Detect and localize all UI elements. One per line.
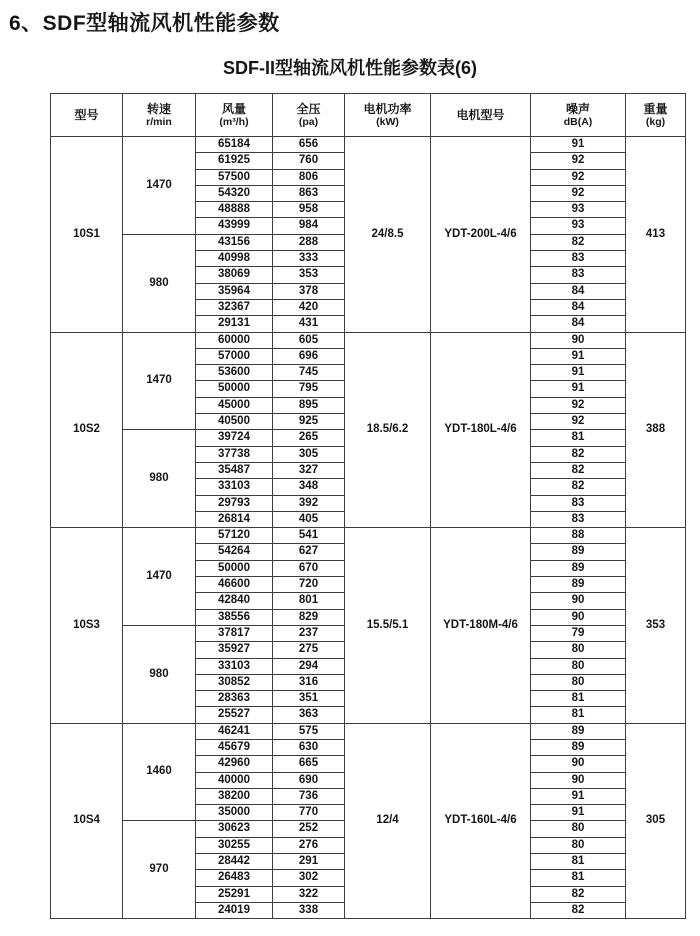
- cell-speed: 1460: [123, 723, 196, 821]
- cell-flow: 38556: [196, 609, 273, 625]
- cell-model: 10S2: [51, 332, 123, 528]
- cell-noise: 80: [531, 642, 626, 658]
- cell-flow: 42960: [196, 756, 273, 772]
- col-header-flow: [196, 94, 273, 137]
- cell-model: 10S1: [51, 137, 123, 333]
- cell-noise: 82: [531, 234, 626, 250]
- table-row: [51, 528, 686, 544]
- cell-pressure: 316: [273, 674, 345, 690]
- cell-noise: 82: [531, 902, 626, 918]
- cell-motor-model: YDT-180M-4/6: [431, 528, 531, 724]
- cell-flow: 40500: [196, 414, 273, 430]
- cell-flow: 57000: [196, 348, 273, 364]
- cell-pressure: 405: [273, 511, 345, 527]
- table-header: [51, 94, 686, 137]
- cell-noise: 92: [531, 185, 626, 201]
- cell-flow: 35927: [196, 642, 273, 658]
- cell-speed: 1470: [123, 332, 196, 430]
- cell-flow: 39724: [196, 430, 273, 446]
- cell-noise: 89: [531, 544, 626, 560]
- cell-noise: 89: [531, 560, 626, 576]
- cell-pressure: 338: [273, 902, 345, 918]
- cell-pressure: 378: [273, 283, 345, 299]
- col-header-label: 风量: [221, 101, 246, 116]
- col-header-label: 电机型号: [456, 107, 505, 122]
- cell-flow: 57120: [196, 528, 273, 544]
- cell-flow: 35487: [196, 462, 273, 478]
- col-header-label: 型号: [74, 107, 99, 122]
- cell-noise: 88: [531, 528, 626, 544]
- col-header-unit: dB(A): [563, 115, 593, 128]
- cell-noise: 91: [531, 137, 626, 153]
- cell-pressure: 696: [273, 348, 345, 364]
- cell-noise: 82: [531, 462, 626, 478]
- cell-flow: 29131: [196, 316, 273, 332]
- cell-noise: 90: [531, 332, 626, 348]
- cell-flow: 61925: [196, 153, 273, 169]
- cell-flow: 38069: [196, 267, 273, 283]
- cell-pressure: 541: [273, 528, 345, 544]
- cell-pressure: 958: [273, 202, 345, 218]
- cell-flow: 26814: [196, 511, 273, 527]
- cell-model: 10S4: [51, 723, 123, 919]
- cell-noise: 82: [531, 446, 626, 462]
- cell-noise: 89: [531, 577, 626, 593]
- cell-pressure: 294: [273, 658, 345, 674]
- params-table: [50, 93, 686, 919]
- col-header-speed: [123, 94, 196, 137]
- cell-pressure: 895: [273, 397, 345, 413]
- cell-noise: 80: [531, 837, 626, 853]
- cell-pressure: 265: [273, 430, 345, 446]
- cell-noise: 91: [531, 788, 626, 804]
- cell-noise: 92: [531, 414, 626, 430]
- cell-noise: 83: [531, 495, 626, 511]
- cell-flow: 48888: [196, 202, 273, 218]
- cell-flow: 37817: [196, 625, 273, 641]
- cell-flow: 32367: [196, 299, 273, 315]
- cell-flow: 54320: [196, 185, 273, 201]
- cell-pressure: 351: [273, 691, 345, 707]
- cell-noise: 80: [531, 674, 626, 690]
- cell-weight: 353: [626, 528, 686, 724]
- col-header-noise: [531, 94, 626, 137]
- cell-weight: 413: [626, 137, 686, 333]
- col-header-model: [51, 94, 123, 137]
- cell-pressure: 720: [273, 577, 345, 593]
- cell-pressure: 333: [273, 251, 345, 267]
- col-header-motor-model: [431, 94, 531, 137]
- cell-pressure: 575: [273, 723, 345, 739]
- col-header-label: 电机功率: [363, 101, 412, 116]
- cell-noise: 80: [531, 821, 626, 837]
- cell-flow: 33103: [196, 658, 273, 674]
- cell-pressure: 420: [273, 299, 345, 315]
- col-header-label: 全压: [296, 101, 321, 116]
- cell-speed: 980: [123, 430, 196, 528]
- cell-flow: 57500: [196, 169, 273, 185]
- cell-noise: 81: [531, 430, 626, 446]
- cell-noise: 90: [531, 609, 626, 625]
- cell-flow: 40000: [196, 772, 273, 788]
- document-page: [0, 7, 700, 919]
- col-header-power: [345, 94, 431, 137]
- col-header-unit: (pa): [298, 115, 319, 128]
- cell-noise: 81: [531, 870, 626, 886]
- cell-noise: 91: [531, 805, 626, 821]
- page-title: 6、SDF型轴流风机性能参数: [9, 12, 280, 35]
- cell-pressure: 353: [273, 267, 345, 283]
- cell-pressure: 291: [273, 854, 345, 870]
- cell-flow: 30255: [196, 837, 273, 853]
- cell-flow: 46600: [196, 577, 273, 593]
- cell-noise: 90: [531, 772, 626, 788]
- cell-weight: 388: [626, 332, 686, 528]
- cell-speed: 1470: [123, 528, 196, 626]
- cell-flow: 43156: [196, 234, 273, 250]
- cell-noise: 91: [531, 348, 626, 364]
- cell-pressure: 363: [273, 707, 345, 723]
- table-row: [51, 332, 686, 348]
- cell-flow: 46241: [196, 723, 273, 739]
- cell-noise: 90: [531, 756, 626, 772]
- cell-pressure: 656: [273, 137, 345, 153]
- cell-pressure: 770: [273, 805, 345, 821]
- table-subtitle: SDF-II型轴流风机性能参数表(6): [223, 58, 477, 78]
- cell-pressure: 665: [273, 756, 345, 772]
- col-header-label: 转速: [146, 101, 171, 116]
- cell-flow: 45679: [196, 739, 273, 755]
- cell-flow: 26483: [196, 870, 273, 886]
- cell-noise: 81: [531, 854, 626, 870]
- cell-noise: 83: [531, 511, 626, 527]
- cell-noise: 82: [531, 886, 626, 902]
- cell-pressure: 736: [273, 788, 345, 804]
- cell-pressure: 925: [273, 414, 345, 430]
- cell-power: 18.5/6.2: [345, 332, 431, 528]
- cell-noise: 83: [531, 267, 626, 283]
- cell-motor-model: YDT-200L-4/6: [431, 137, 531, 333]
- cell-noise: 93: [531, 202, 626, 218]
- cell-pressure: 431: [273, 316, 345, 332]
- cell-noise: 84: [531, 283, 626, 299]
- cell-flow: 54264: [196, 544, 273, 560]
- cell-pressure: 760: [273, 153, 345, 169]
- cell-flow: 33103: [196, 479, 273, 495]
- cell-noise: 91: [531, 365, 626, 381]
- cell-pressure: 348: [273, 479, 345, 495]
- table-row: [51, 137, 686, 153]
- cell-flow: 45000: [196, 397, 273, 413]
- col-header-label: 重量: [643, 101, 668, 116]
- col-header-label: 噪声: [565, 101, 590, 116]
- col-header-unit: (kW): [376, 115, 399, 128]
- cell-flow: 43999: [196, 218, 273, 234]
- cell-pressure: 630: [273, 739, 345, 755]
- cell-noise: 93: [531, 218, 626, 234]
- cell-weight: 305: [626, 723, 686, 919]
- cell-noise: 89: [531, 739, 626, 755]
- cell-pressure: 627: [273, 544, 345, 560]
- table-body: [51, 137, 686, 919]
- cell-motor-model: YDT-160L-4/6: [431, 723, 531, 919]
- cell-noise: 84: [531, 316, 626, 332]
- cell-noise: 80: [531, 658, 626, 674]
- cell-pressure: 305: [273, 446, 345, 462]
- cell-pressure: 863: [273, 185, 345, 201]
- cell-noise: 89: [531, 723, 626, 739]
- cell-flow: 28363: [196, 691, 273, 707]
- cell-power: 15.5/5.1: [345, 528, 431, 724]
- cell-noise: 79: [531, 625, 626, 641]
- cell-noise: 81: [531, 691, 626, 707]
- cell-pressure: 829: [273, 609, 345, 625]
- cell-flow: 28442: [196, 854, 273, 870]
- cell-pressure: 322: [273, 886, 345, 902]
- cell-flow: 40998: [196, 251, 273, 267]
- cell-flow: 38200: [196, 788, 273, 804]
- cell-flow: 24019: [196, 902, 273, 918]
- cell-flow: 29793: [196, 495, 273, 511]
- cell-noise: 91: [531, 381, 626, 397]
- cell-pressure: 275: [273, 642, 345, 658]
- cell-pressure: 392: [273, 495, 345, 511]
- col-header-unit: r/min: [146, 115, 172, 128]
- cell-flow: 50000: [196, 560, 273, 576]
- cell-flow: 30852: [196, 674, 273, 690]
- cell-noise: 81: [531, 707, 626, 723]
- cell-pressure: 745: [273, 365, 345, 381]
- cell-pressure: 670: [273, 560, 345, 576]
- cell-pressure: 806: [273, 169, 345, 185]
- cell-noise: 90: [531, 593, 626, 609]
- cell-flow: 50000: [196, 381, 273, 397]
- cell-noise: 82: [531, 479, 626, 495]
- cell-flow: 65184: [196, 137, 273, 153]
- table-row: [51, 723, 686, 739]
- cell-pressure: 252: [273, 821, 345, 837]
- cell-flow: 42840: [196, 593, 273, 609]
- cell-model: 10S3: [51, 528, 123, 724]
- cell-flow: 37738: [196, 446, 273, 462]
- cell-flow: 60000: [196, 332, 273, 348]
- cell-power: 24/8.5: [345, 137, 431, 333]
- cell-flow: 35000: [196, 805, 273, 821]
- cell-speed: 980: [123, 234, 196, 332]
- cell-flow: 25527: [196, 707, 273, 723]
- cell-pressure: 276: [273, 837, 345, 853]
- cell-flow: 30623: [196, 821, 273, 837]
- cell-pressure: 237: [273, 625, 345, 641]
- cell-pressure: 795: [273, 381, 345, 397]
- cell-noise: 92: [531, 153, 626, 169]
- cell-power: 12/4: [345, 723, 431, 919]
- cell-noise: 84: [531, 299, 626, 315]
- col-header-unit: (m³/h): [219, 115, 249, 128]
- cell-speed: 980: [123, 625, 196, 723]
- cell-noise: 92: [531, 397, 626, 413]
- header-row: [51, 94, 686, 137]
- cell-noise: 92: [531, 169, 626, 185]
- cell-pressure: 288: [273, 234, 345, 250]
- col-header-pressure: [273, 94, 345, 137]
- cell-motor-model: YDT-180L-4/6: [431, 332, 531, 528]
- cell-flow: 35964: [196, 283, 273, 299]
- col-header-weight: [626, 94, 686, 137]
- cell-pressure: 605: [273, 332, 345, 348]
- cell-flow: 53600: [196, 365, 273, 381]
- cell-speed: 970: [123, 821, 196, 919]
- cell-pressure: 690: [273, 772, 345, 788]
- cell-pressure: 984: [273, 218, 345, 234]
- cell-pressure: 801: [273, 593, 345, 609]
- cell-flow: 25291: [196, 886, 273, 902]
- cell-pressure: 327: [273, 462, 345, 478]
- cell-noise: 83: [531, 251, 626, 267]
- cell-pressure: 302: [273, 870, 345, 886]
- col-header-unit: (kg): [645, 115, 666, 128]
- cell-speed: 1470: [123, 137, 196, 235]
